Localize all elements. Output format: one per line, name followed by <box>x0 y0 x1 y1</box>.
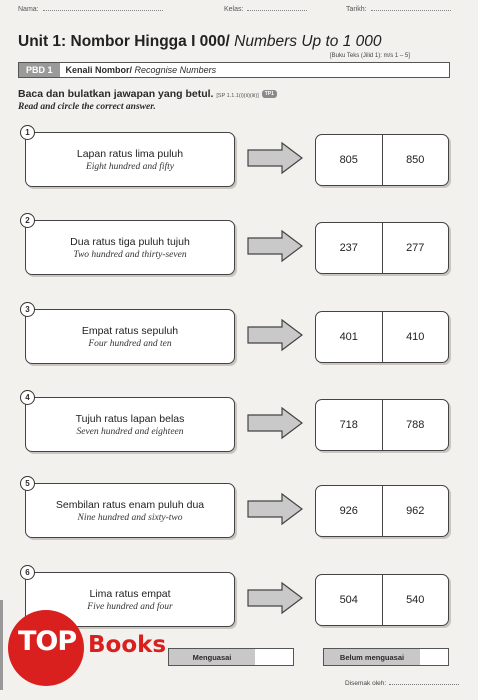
topbooks-logo <box>8 610 188 686</box>
number-words-en: Eight hundred and fifty <box>85 161 175 172</box>
question-item <box>0 476 478 546</box>
answer-option[interactable]: 237 <box>339 242 358 254</box>
question-number: 1 <box>20 125 35 140</box>
pbd-bar <box>18 62 450 78</box>
mastered-label: Menguasai <box>169 649 255 665</box>
answer-option[interactable]: 401 <box>339 331 358 343</box>
pbd-title-ms: Kenali Nombor/ <box>65 65 133 75</box>
class-label: Kelas: <box>224 6 244 13</box>
instruction-en: Read and circle the correct answer. <box>18 102 156 112</box>
answer-option[interactable]: 410 <box>382 312 449 362</box>
book-reference: [Buku Teks (Jilid 1): m/s 1 – 5] <box>330 53 410 59</box>
question-item <box>0 125 478 195</box>
answer-option[interactable]: 540 <box>382 575 449 625</box>
arrow-right-icon <box>246 318 304 352</box>
question-item <box>0 213 478 283</box>
question-number: 4 <box>20 390 35 405</box>
instruction-ms-text: Baca dan bulatkan jawapan yang betul. <box>18 88 214 100</box>
answer-option[interactable]: 805 <box>339 154 358 166</box>
answer-option[interactable]: 850 <box>382 135 449 185</box>
number-words-box <box>25 397 235 452</box>
answer-choices <box>315 485 449 537</box>
number-words-en: Five hundred and four <box>87 601 173 612</box>
unit-title-en: Numbers Up to 1 000 <box>234 33 382 50</box>
arrow-right-icon <box>246 229 304 263</box>
number-words-ms: Tujuh ratus lapan belas <box>75 412 185 425</box>
arrow-right-icon <box>246 581 304 615</box>
pbd-title <box>66 65 217 75</box>
answer-option[interactable]: 962 <box>382 486 449 536</box>
unit-title <box>18 33 382 51</box>
answer-choices <box>315 399 449 451</box>
answer-option[interactable]: 277 <box>382 223 449 273</box>
question-number: 5 <box>20 476 35 491</box>
not-mastered-label: Belum menguasai <box>324 649 420 665</box>
answer-choices <box>315 311 449 363</box>
arrow-right-icon <box>246 492 304 526</box>
arrow-right-icon <box>246 141 304 175</box>
number-words-box <box>25 483 235 538</box>
not-mastered-box <box>323 648 449 666</box>
question-number: 3 <box>20 302 35 317</box>
question-number: 6 <box>20 565 35 580</box>
logo-books-text: Books <box>88 632 167 658</box>
class-field <box>224 6 307 13</box>
pbd-title-en: Recognise Numbers <box>134 65 217 75</box>
number-words-en: Two hundred and thirty-seven <box>73 249 187 260</box>
checked-by-field <box>345 680 459 687</box>
answer-choices <box>315 134 449 186</box>
answer-option[interactable]: 926 <box>339 505 358 517</box>
tp-badge: TP1 <box>262 90 277 98</box>
name-field <box>18 6 163 13</box>
arrow-right-icon <box>246 406 304 440</box>
answer-choices <box>315 222 449 274</box>
pbd-tag: PBD 1 <box>19 63 60 77</box>
date-label: Tarikh: <box>346 6 367 13</box>
assessment-footer <box>168 648 448 666</box>
number-words-ms: Empat ratus sepuluh <box>81 324 179 337</box>
not-mastered-checkbox[interactable] <box>420 649 448 665</box>
answer-choices <box>315 574 449 626</box>
number-words-en: Four hundred and ten <box>88 338 172 349</box>
number-words-ms: Sembilan ratus enam puluh dua <box>55 498 205 511</box>
question-item <box>0 390 478 460</box>
question-item <box>0 302 478 372</box>
question-number: 2 <box>20 213 35 228</box>
skill-code: [SP 1.1.1(i)(ii)(iii)] <box>216 93 259 99</box>
number-words-ms: Lapan ratus lima puluh <box>76 147 184 160</box>
number-words-en: Seven hundred and eighteen <box>76 426 184 437</box>
number-words-en: Nine hundred and sixty-two <box>77 512 183 523</box>
logo-top-text: TOP <box>18 626 77 657</box>
unit-title-ms: Unit 1: Nombor Hingga I 000/ <box>18 33 230 50</box>
number-words-ms: Lima ratus empat <box>89 587 171 600</box>
instruction-ms <box>18 88 277 100</box>
answer-option[interactable]: 718 <box>339 419 358 431</box>
mastered-checkbox[interactable] <box>255 649 293 665</box>
answer-option[interactable]: 504 <box>339 594 358 606</box>
number-words-box <box>25 309 235 364</box>
number-words-box <box>25 132 235 187</box>
date-field <box>346 6 451 13</box>
answer-option[interactable]: 788 <box>382 400 449 450</box>
page-edge-mark <box>0 600 3 690</box>
name-label: Nama: <box>18 6 39 13</box>
number-words-ms: Dua ratus tiga puluh tujuh <box>70 235 190 248</box>
number-words-box <box>25 220 235 275</box>
checked-by-label: Disemak oleh: <box>345 680 387 687</box>
